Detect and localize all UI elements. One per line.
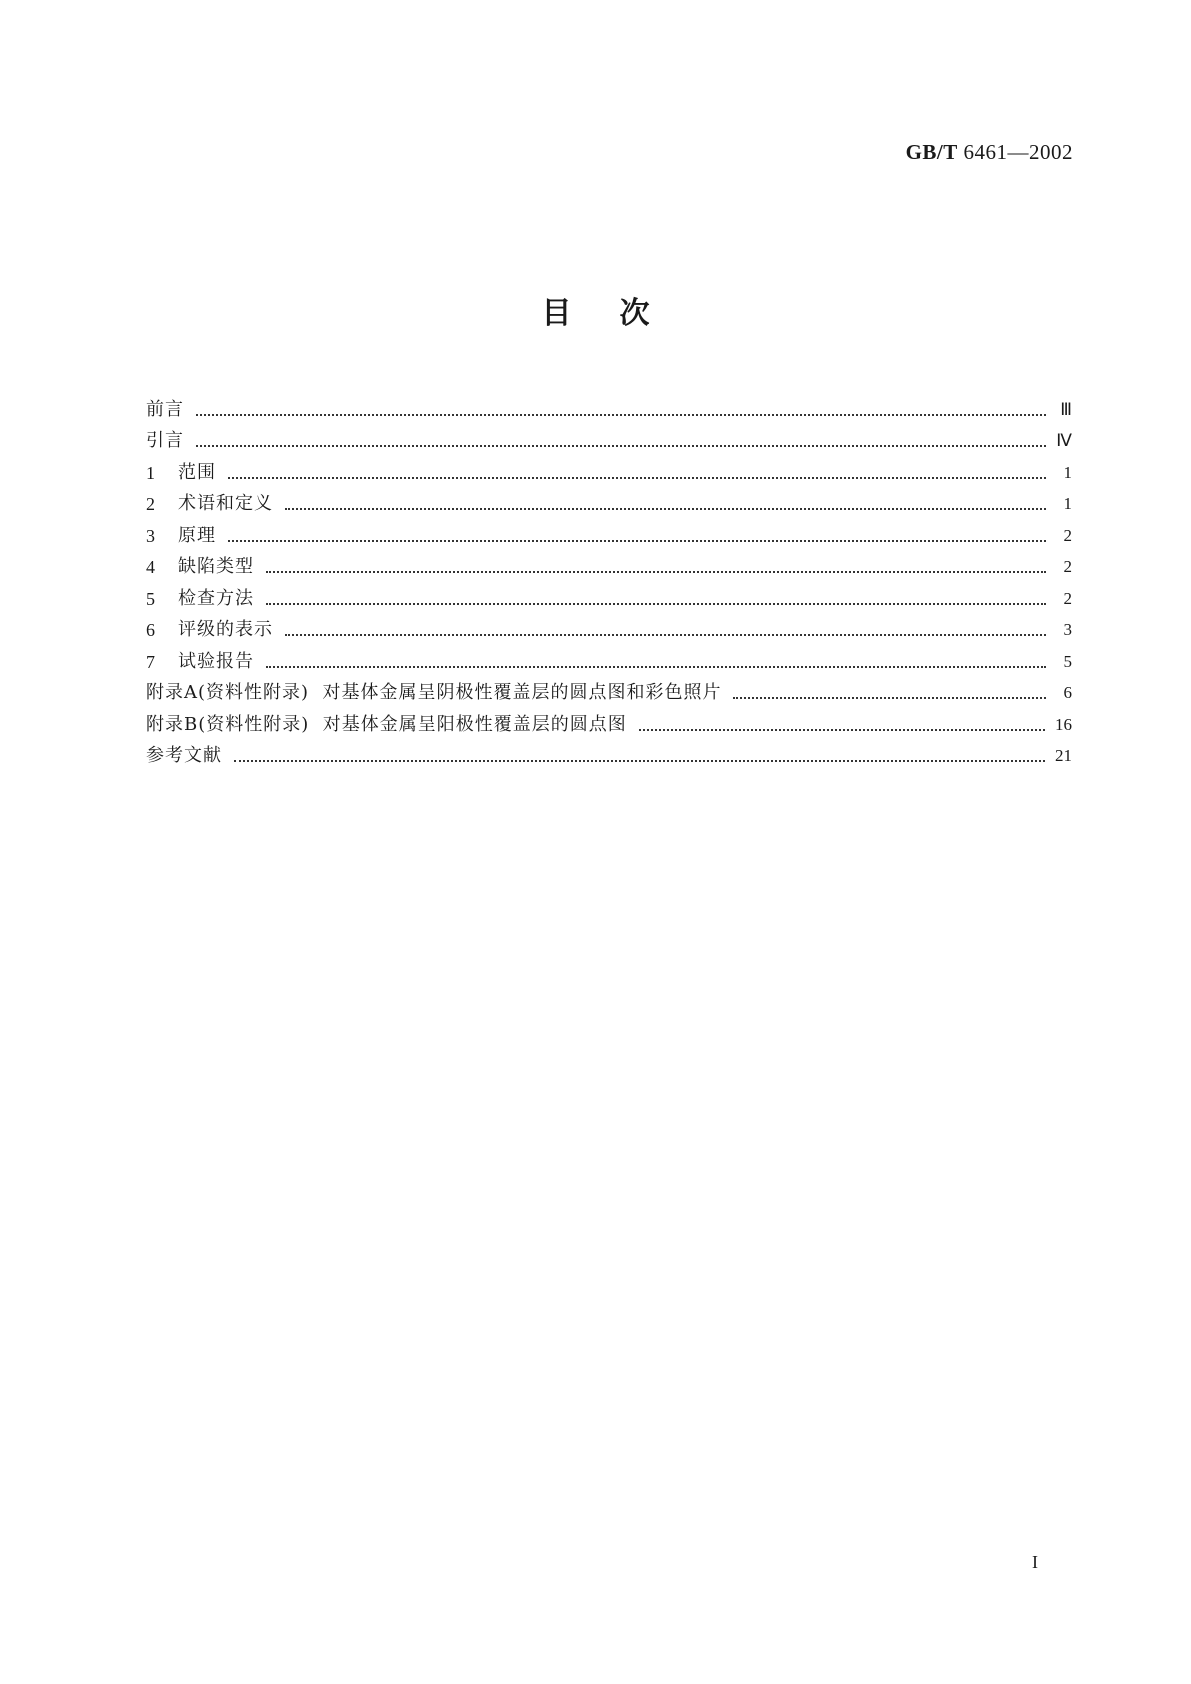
toc-leader-dots xyxy=(196,444,1046,447)
toc-entry-page: 6 xyxy=(1063,683,1072,702)
toc-entry-label: 缺陷类型 xyxy=(178,556,254,577)
toc-entry[interactable] xyxy=(146,642,1072,674)
toc-entry-number: 6 xyxy=(146,620,155,640)
toc-leader-dots xyxy=(228,476,1046,479)
toc-entry[interactable] xyxy=(146,674,1072,706)
toc-entry[interactable] xyxy=(146,611,1072,643)
toc-entry-page: Ⅲ xyxy=(1060,399,1072,419)
page-title: 目次 xyxy=(541,296,698,331)
toc-entry[interactable] xyxy=(146,737,1072,769)
toc-entry[interactable] xyxy=(146,548,1072,580)
toc-entry-number: 4 xyxy=(146,557,155,577)
toc-entry-label: 范围 xyxy=(178,461,216,483)
toc-entry-label: 试验报告 xyxy=(178,650,254,672)
toc-leader-dots xyxy=(266,602,1046,605)
toc-leader-dots xyxy=(196,413,1046,416)
toc-entry-label: 检查方法 xyxy=(178,587,254,609)
toc-entry-label: 前言 xyxy=(146,398,184,420)
toc-leader-dots xyxy=(228,539,1046,542)
toc-entry-number: 7 xyxy=(146,651,155,672)
standard-code xyxy=(906,140,1073,165)
toc-leader-dots xyxy=(266,570,1046,573)
toc-entry-page: 2 xyxy=(1063,557,1072,576)
toc-entry[interactable] xyxy=(146,485,1072,517)
toc-entry[interactable] xyxy=(146,705,1072,737)
toc-entry-label: 附录A(资料性附录) 对基体金属呈阴极性覆盖层的圆点图和彩色照片 xyxy=(146,682,722,703)
toc-entry-number: 2 xyxy=(146,494,155,514)
toc-leader-dots xyxy=(234,759,1045,762)
toc-entry-number: 5 xyxy=(146,588,155,609)
toc-entry-label: 参考文献 xyxy=(146,745,222,766)
toc-entry-page: 21 xyxy=(1055,746,1072,765)
toc-entry-page: 5 xyxy=(1063,651,1072,671)
toc-entry-page: 16 xyxy=(1055,714,1072,734)
toc-entry-number: 1 xyxy=(146,462,155,483)
toc-entry[interactable] xyxy=(146,453,1072,485)
toc-entry[interactable] xyxy=(146,579,1072,611)
toc-entry-label: 术语和定义 xyxy=(178,493,273,514)
toc-entry-page: 2 xyxy=(1063,588,1072,608)
toc-entry-number: 3 xyxy=(146,525,155,546)
toc-leader-dots xyxy=(285,507,1046,510)
toc-entry[interactable] xyxy=(146,422,1072,454)
toc-entry-page: 3 xyxy=(1063,620,1072,639)
toc-entry-page: 2 xyxy=(1063,525,1072,545)
toc-entry-page: Ⅳ xyxy=(1056,431,1072,450)
table-of-contents xyxy=(146,390,1072,768)
toc-entry-label: 原理 xyxy=(178,524,216,546)
toc-leader-dots xyxy=(266,665,1046,668)
toc-entry-label: 附录B(资料性附录) 对基体金属呈阳极性覆盖层的圆点图 xyxy=(146,713,627,735)
toc-leader-dots xyxy=(733,696,1046,699)
toc-leader-dots xyxy=(285,633,1046,636)
toc-entry[interactable] xyxy=(146,390,1072,422)
toc-entry-label: 引言 xyxy=(146,430,184,451)
toc-leader-dots xyxy=(639,728,1045,731)
toc-entry[interactable] xyxy=(146,516,1072,548)
page-number: I xyxy=(1032,1552,1038,1572)
standard-number: 6461—2002 xyxy=(963,140,1073,164)
standard-prefix: GB/T xyxy=(905,140,958,164)
toc-entry-page: 1 xyxy=(1063,462,1072,482)
toc-entry-label: 评级的表示 xyxy=(178,619,273,640)
toc-entry-page: 1 xyxy=(1063,494,1072,513)
